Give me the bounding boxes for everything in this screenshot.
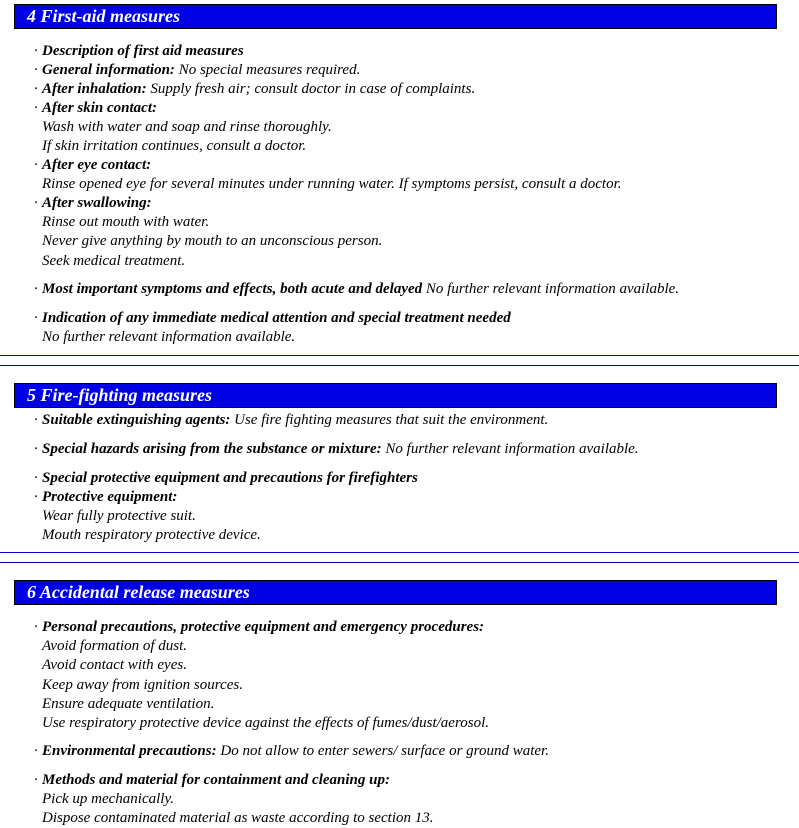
personal-precautions-text-1: Avoid formation of dust. (42, 638, 188, 654)
personal-precautions-text-5: Use respiratory protective device against the effects of fumes/dust/aerosol. (42, 715, 489, 731)
personal-precautions-label: · Personal precautions, protective equipment and emergency procedures: (34, 619, 485, 635)
suitable-extinguishing-agents: · Suitable extinguishing agents: Use fire fighting measures that suit the environment. (34, 412, 549, 428)
section-4-header: 4 First-aid measures (14, 4, 777, 29)
after-swallowing-label: · After swallowing: (34, 195, 152, 211)
protective-equipment-text-2: Mouth respiratory protective device. (42, 527, 261, 543)
special-hazards: · Special hazards arising from the substance or mixture: No further relevant information available. (34, 441, 639, 457)
personal-precautions-text-3: Keep away from ignition sources. (42, 677, 243, 693)
methods-containment-text-1: Pick up mechanically. (42, 791, 175, 807)
section-divider-bottom (0, 365, 799, 366)
swallowing-text-3: Seek medical treatment. (42, 253, 186, 269)
methods-containment-label: · Methods and material for containment and cleaning up: (34, 772, 390, 788)
methods-containment-text-2: Dispose contaminated material as waste according to section 13. (42, 810, 434, 826)
general-information: · General information: No special measures required. (34, 62, 361, 78)
most-important-symptoms: · Most important symptoms and effects, both acute and delayed No further relevant information available. (34, 281, 680, 297)
section-divider-top-2 (0, 552, 799, 553)
after-eye-contact-label: · After eye contact: (34, 157, 152, 173)
eye-contact-text: Rinse opened eye for several minutes under running water. If symptoms persist, consult a doctor. (42, 176, 622, 192)
swallowing-text-1: Rinse out mouth with water. (42, 214, 210, 230)
after-inhalation: · After inhalation: Supply fresh air; consult doctor in case of complaints. (34, 81, 476, 97)
description-first-aid: · Description of first aid measures (34, 43, 244, 59)
personal-precautions-text-2: Avoid contact with eyes. (42, 657, 187, 673)
special-protective-equipment: · Special protective equipment and precautions for firefighters (34, 470, 418, 486)
indication-medical-attention-label: · Indication of any immediate medical attention and special treatment needed (34, 310, 511, 326)
skin-contact-text-1: Wash with water and soap and rinse thoroughly. (42, 119, 332, 135)
environmental-precautions: · Environmental precautions: Do not allow to enter sewers/ surface or ground water. (34, 743, 549, 759)
personal-precautions-text-4: Ensure adequate ventilation. (42, 696, 215, 712)
protective-equipment-label: · Protective equipment: (34, 489, 178, 505)
indication-medical-attention-text: No further relevant information available. (42, 329, 296, 345)
protective-equipment-text-1: Wear fully protective suit. (42, 508, 196, 524)
section-6-header: 6 Accidental release measures (14, 580, 777, 605)
section-divider-bottom-2 (0, 562, 799, 563)
skin-contact-text-2: If skin irritation continues, consult a doctor. (42, 138, 307, 154)
after-skin-contact-label: · After skin contact: (34, 100, 157, 116)
section-5-header: 5 Fire-fighting measures (14, 383, 777, 408)
swallowing-text-2: Never give anything by mouth to an unconscious person. (42, 233, 383, 249)
section-divider-top (0, 355, 799, 356)
